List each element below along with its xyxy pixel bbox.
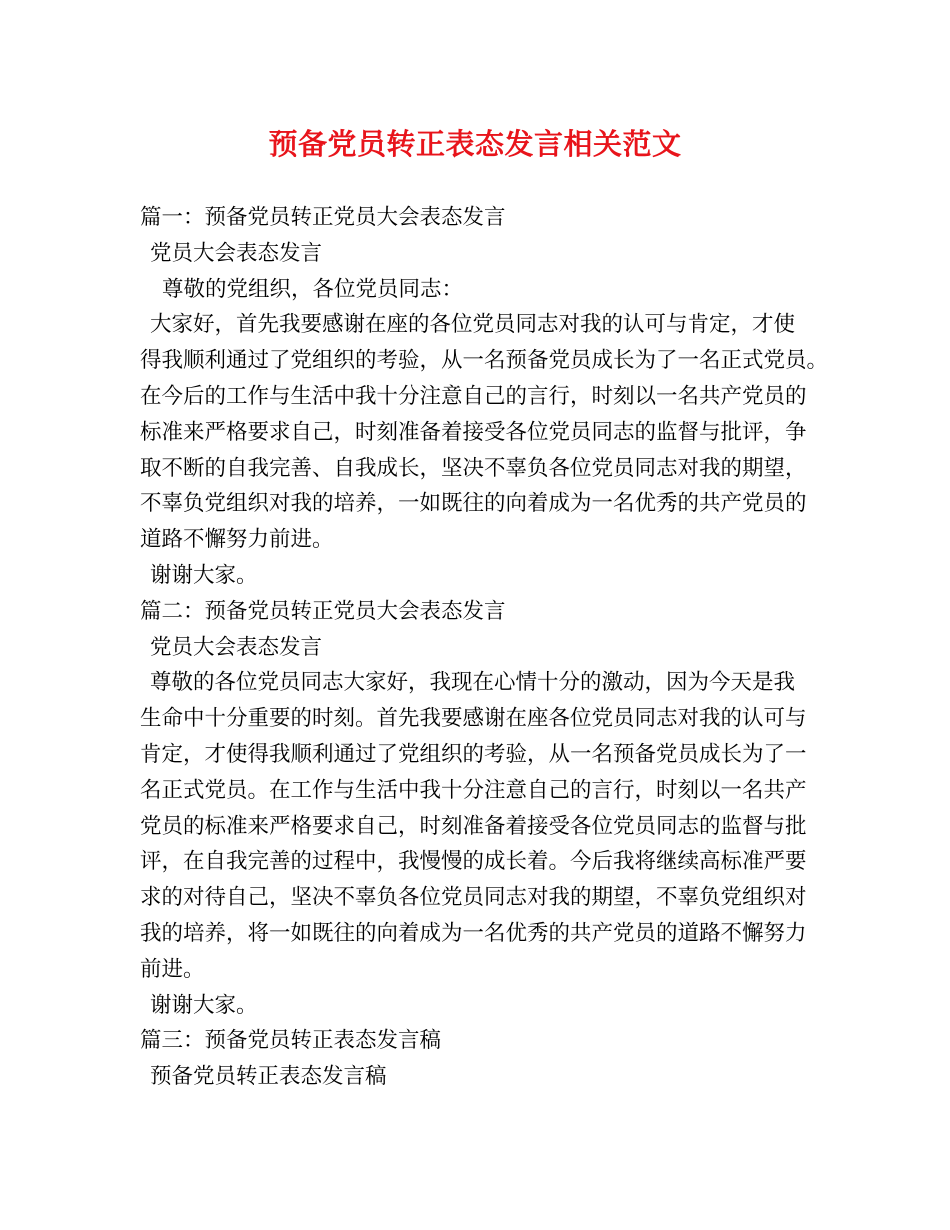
paragraph-line: 得我顺利通过了党组织的考验，从一名预备党员成长为了一名正式党员。 [140,348,829,374]
document-body [140,200,829,1095]
paragraph-line: 生命中十分重要的时刻。首先我要感谢在座各位党员同志对我的认可与 [140,706,807,732]
paragraph-line: 在今后的工作与生活中我十分注意自己的言行，时刻以一名共产党员的 [140,383,807,409]
paragraph-line: 标准来严格要求自己，时刻准备着接受各位党员同志的监督与批评，争 [140,419,807,445]
paragraph-line: 前进。 [140,956,205,982]
paragraph-line: 求的对待自己，坚决不辜负各位党员同志对我的期望，不辜负党组织对 [140,885,807,911]
paragraph-line: 尊敬的各位党员同志大家好，我现在心情十分的激动，因为今天是我 [150,670,796,696]
closing-line: 谢谢大家。 [150,562,258,588]
salutation: 尊敬的党组织，各位党员同志： [162,276,464,302]
section-heading: 篇一：预备党员转正党员大会表态发言 [140,205,506,230]
section-heading: 篇二：预备党员转正党员大会表态发言 [140,598,506,624]
section-subtitle: 党员大会表态发言 [150,240,323,266]
paragraph-line: 评，在自我完善的过程中，我慢慢的成长着。今后我将继续高标准严要 [140,849,807,875]
closing-line: 谢谢大家。 [150,992,258,1018]
section-heading: 篇三：预备党员转正表态发言稿 [140,1028,442,1054]
paragraph-line: 党员的标准来严格要求自己，时刻准备着接受各位党员同志的监督与批 [140,813,807,839]
paragraph-line: 取不断的自我完善、自我成长，坚决不辜负各位党员同志对我的期望， [140,455,807,481]
paragraph-line: 肯定，才使得我顺利通过了党组织的考验，从一名预备党员成长为了一 [140,741,807,767]
paragraph-line: 名正式党员。在工作与生活中我十分注意自己的言行，时刻以一名共产 [140,777,807,803]
section-subtitle: 预备党员转正表态发言稿 [150,1064,387,1090]
paragraph-line: 我的培养，将一如既往的向着成为一名优秀的共产党员的道路不懈努力 [140,920,807,946]
document-title: 预备党员转正表态发言相关范文 [268,127,682,161]
paragraph-line: 大家好，首先我要感谢在座的各位党员同志对我的认可与肯定，才使 [150,312,796,338]
section-subtitle: 党员大会表态发言 [150,634,323,660]
paragraph-line: 不辜负党组织对我的培养，一如既往的向着成为一名优秀的共产党员的 [140,491,807,517]
paragraph-line: 道路不懈努力前进。 [140,527,334,553]
